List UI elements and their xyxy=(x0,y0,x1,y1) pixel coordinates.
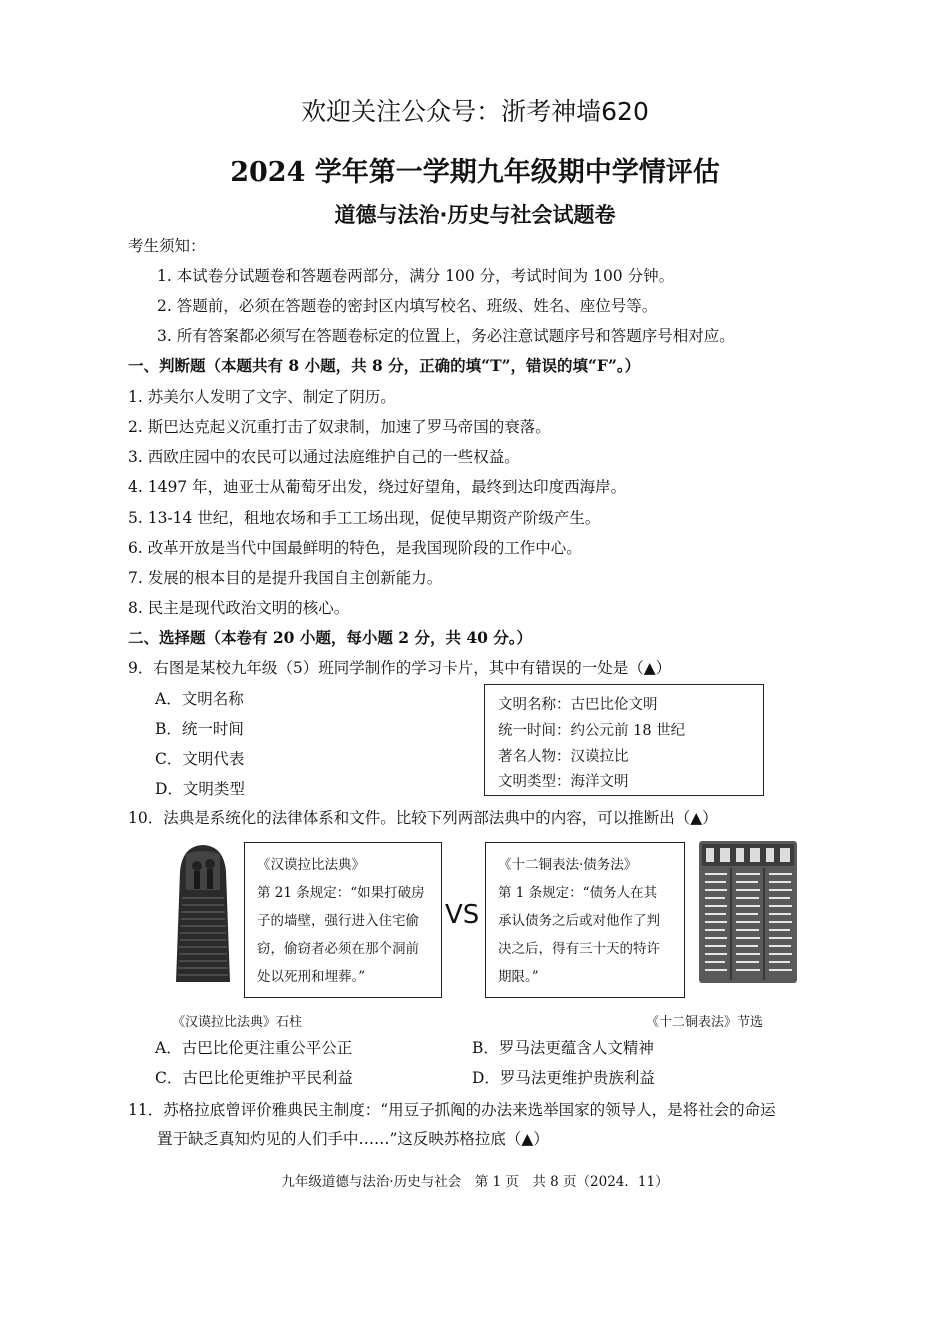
judge-question: 6. 改革开放是当代中国最鲜明的特色，是我国现阶段的工作中心。 xyxy=(128,539,582,557)
banner-text: 欢迎关注公众号：浙考神墙620 xyxy=(301,97,649,126)
q10-option-a: A．古巴比伦更注重公平公正 xyxy=(155,1039,353,1057)
judge-question: 2. 斯巴达克起义沉重打击了奴隶制，加速了罗马帝国的衰落。 xyxy=(128,418,551,436)
card-line: 著名人物：汉谟拉比 xyxy=(498,749,629,765)
section1-heading: 一、判断题（本题共有 8 小题，共 8 分，正确的填“T”，错误的填“F”。） xyxy=(128,356,641,375)
judge-question: 1. 苏美尔人发明了文字、制定了阴历。 xyxy=(128,388,396,406)
card-line: 统一时间：约公元前 18 世纪 xyxy=(498,723,686,739)
code-line: 子的墙壁，强行进入住宅偷 xyxy=(257,913,419,929)
notice-item: 3. 所有答案都必须写在答题卷标定的位置上，务必注意试题序号和答题序号相对应。 xyxy=(157,327,735,345)
notice-heading: 考生须知： xyxy=(128,237,206,255)
q9-option-c: C．文明代表 xyxy=(155,750,245,768)
hammurabi-code-box xyxy=(244,842,442,998)
twelve-tables-image xyxy=(696,838,800,986)
q11-stem-line2: 置于缺乏真知灼见的人们手中……”这反映苏格拉底（▲） xyxy=(157,1130,549,1148)
q9-stem: 9．右图是某校九年级（5）班同学制作的学习卡片，其中有错误的一处是（▲） xyxy=(128,659,672,677)
code-line: 期限。” xyxy=(498,969,539,985)
q10-option-b: B．罗马法更蕴含人文精神 xyxy=(472,1039,654,1057)
exam-title: 2024 学年第一学期九年级期中学情评估 xyxy=(230,157,720,188)
judge-question: 5. 13-14 世纪，租地农场和手工工场出现，促使早期资产阶级产生。 xyxy=(128,509,601,527)
stele-caption: 《汉谟拉比法典》石柱 xyxy=(172,1015,303,1030)
q10-option-c: C．古巴比伦更维护平民利益 xyxy=(155,1069,353,1087)
q10-option-d: D．罗马法更维护贵族利益 xyxy=(472,1069,655,1087)
hammurabi-stele-image xyxy=(170,842,236,987)
exam-subtitle: 道德与法治·历史与社会试题卷 xyxy=(334,203,616,227)
code-line: 《十二铜表法·债务法》 xyxy=(498,857,638,873)
twelve-tables-box xyxy=(485,842,685,998)
judge-question: 7. 发展的根本目的是提升我国自主创新能力。 xyxy=(128,569,443,587)
q9-option-a: A．文明名称 xyxy=(155,690,244,708)
code-line: 第 1 条规定：“债务人在其 xyxy=(498,885,658,901)
judge-question: 8. 民主是现代政治文明的核心。 xyxy=(128,599,350,617)
code-line: 处以死刑和埋葬。” xyxy=(257,969,366,985)
q9-option-d: D．文明类型 xyxy=(155,780,245,798)
judge-question: 3. 西欧庄园中的农民可以通过法庭维护自己的一些权益。 xyxy=(128,448,520,466)
versus-label: VS xyxy=(445,900,480,930)
code-line: 第 21 条规定：“如果打破房 xyxy=(257,885,425,901)
section2-heading: 二、选择题（本卷有 20 小题，每小题 2 分，共 40 分。） xyxy=(128,628,533,647)
q11-stem-line1: 11．苏格拉底曾评价雅典民主制度：“用豆子抓阄的办法来选举国家的领导人，是将社会的命运 xyxy=(128,1101,776,1119)
judge-question: 4. 1497 年，迪亚士从葡萄牙出发，绕过好望角，最终到达印度西海岸。 xyxy=(128,478,627,496)
tablet-caption: 《十二铜表法》节选 xyxy=(646,1015,764,1030)
code-line: 决之后，得有三十天的特许 xyxy=(498,941,660,957)
q10-stem: 10．法典是系统化的法律体系和文件。比较下列两部法典中的内容，可以推断出（▲） xyxy=(128,809,718,827)
notice-item: 2. 答题前，必须在答题卷的密封区内填写校名、班级、姓名、座位号等。 xyxy=(157,297,658,315)
code-line: 《汉谟拉比法典》 xyxy=(257,857,365,873)
code-line: 窃，偷窃者必须在那个洞前 xyxy=(257,941,419,957)
code-line: 承认债务之后或对他作了判 xyxy=(498,913,660,929)
q9-study-card xyxy=(484,684,764,796)
q9-option-b: B．统一时间 xyxy=(155,720,244,738)
card-line: 文明类型：海洋文明 xyxy=(498,774,629,790)
card-line: 文明名称：古巴比伦文明 xyxy=(498,697,658,713)
notice-item: 1. 本试卷分试题卷和答题卷两部分，满分 100 分，考试时间为 100 分钟。 xyxy=(157,267,675,285)
page-footer: 九年级道德与法治·历史与社会 第 1 页 共 8 页（2024．11） xyxy=(281,1174,669,1190)
